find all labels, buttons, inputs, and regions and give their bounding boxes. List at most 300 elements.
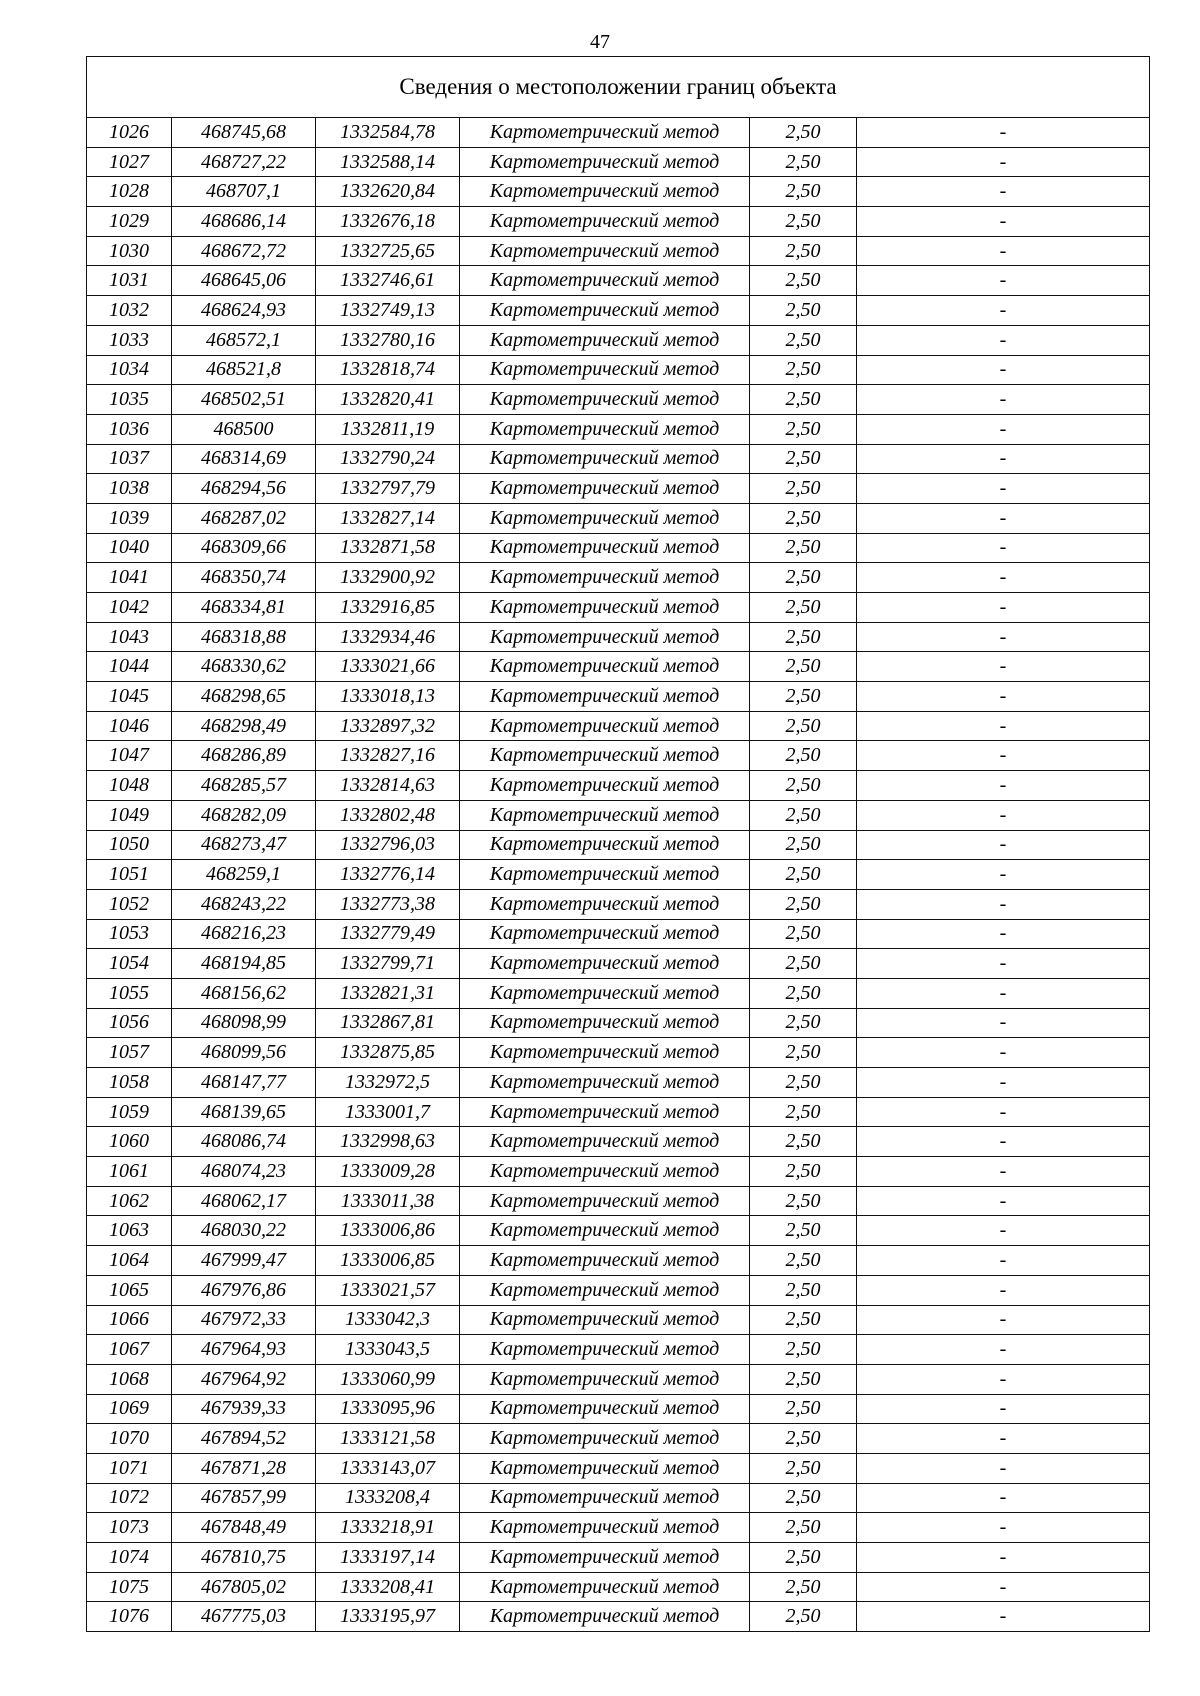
y-coordinate-cell: 1332588,14 <box>316 147 460 177</box>
y-coordinate-cell: 1333143,07 <box>316 1453 460 1483</box>
table-row <box>87 1364 1150 1394</box>
description-cell: - <box>857 1186 1150 1216</box>
point-number-cell: 1028 <box>87 177 172 207</box>
point-number-cell: 1076 <box>87 1602 172 1632</box>
method-cell: Картометрический метод <box>460 800 750 830</box>
method-cell: Картометрический метод <box>460 1424 750 1454</box>
description-cell: - <box>857 682 1150 712</box>
y-coordinate-cell: 1333043,5 <box>316 1335 460 1365</box>
table-row <box>87 385 1150 415</box>
accuracy-cell: 2,50 <box>750 860 857 890</box>
y-coordinate-cell: 1333197,14 <box>316 1543 460 1573</box>
point-number-cell: 1039 <box>87 503 172 533</box>
method-cell: Картометрический метод <box>460 1602 750 1632</box>
x-coordinate-cell: 468707,1 <box>172 177 316 207</box>
point-number-cell: 1058 <box>87 1068 172 1098</box>
method-cell: Картометрический метод <box>460 652 750 682</box>
method-cell: Картометрический метод <box>460 919 750 949</box>
table-row <box>87 118 1150 148</box>
point-number-cell: 1061 <box>87 1157 172 1187</box>
method-cell: Картометрический метод <box>460 1216 750 1246</box>
x-coordinate-cell: 468156,62 <box>172 978 316 1008</box>
description-cell: - <box>857 355 1150 385</box>
description-cell: - <box>857 1008 1150 1038</box>
y-coordinate-cell: 1332972,5 <box>316 1068 460 1098</box>
table-row <box>87 860 1150 890</box>
accuracy-cell: 2,50 <box>750 889 857 919</box>
boundary-coordinates-table <box>86 56 1150 1632</box>
point-number-cell: 1035 <box>87 385 172 415</box>
y-coordinate-cell: 1332746,61 <box>316 266 460 296</box>
point-number-cell: 1049 <box>87 800 172 830</box>
y-coordinate-cell: 1333009,28 <box>316 1157 460 1187</box>
accuracy-cell: 2,50 <box>750 147 857 177</box>
table-row <box>87 830 1150 860</box>
accuracy-cell: 2,50 <box>750 1453 857 1483</box>
description-cell: - <box>857 563 1150 593</box>
x-coordinate-cell: 468572,1 <box>172 325 316 355</box>
x-coordinate-cell: 468745,68 <box>172 118 316 148</box>
table-row <box>87 1127 1150 1157</box>
method-cell: Картометрический метод <box>460 1186 750 1216</box>
table-row <box>87 1394 1150 1424</box>
description-cell: - <box>857 474 1150 504</box>
table-row <box>87 1275 1150 1305</box>
table-row <box>87 533 1150 563</box>
table-row <box>87 325 1150 355</box>
accuracy-cell: 2,50 <box>750 1394 857 1424</box>
x-coordinate-cell: 468350,74 <box>172 563 316 593</box>
table-row <box>87 236 1150 266</box>
description-cell: - <box>857 889 1150 919</box>
accuracy-cell: 2,50 <box>750 1543 857 1573</box>
accuracy-cell: 2,50 <box>750 741 857 771</box>
accuracy-cell: 2,50 <box>750 266 857 296</box>
accuracy-cell: 2,50 <box>750 919 857 949</box>
table-row <box>87 682 1150 712</box>
table-row <box>87 444 1150 474</box>
method-cell: Картометрический метод <box>460 1157 750 1187</box>
y-coordinate-cell: 1333121,58 <box>316 1424 460 1454</box>
table-row <box>87 1602 1150 1632</box>
y-coordinate-cell: 1332827,14 <box>316 503 460 533</box>
y-coordinate-cell: 1333218,91 <box>316 1513 460 1543</box>
table-row <box>87 147 1150 177</box>
method-cell: Картометрический метод <box>460 1305 750 1335</box>
accuracy-cell: 2,50 <box>750 1157 857 1187</box>
x-coordinate-cell: 468502,51 <box>172 385 316 415</box>
description-cell: - <box>857 622 1150 652</box>
description-cell: - <box>857 1572 1150 1602</box>
method-cell: Картометрический метод <box>460 1246 750 1276</box>
y-coordinate-cell: 1333042,3 <box>316 1305 460 1335</box>
method-cell: Картометрический метод <box>460 593 750 623</box>
table-row <box>87 177 1150 207</box>
y-coordinate-cell: 1333006,86 <box>316 1216 460 1246</box>
table-row <box>87 1186 1150 1216</box>
x-coordinate-cell: 467964,93 <box>172 1335 316 1365</box>
description-cell: - <box>857 1127 1150 1157</box>
method-cell: Картометрический метод <box>460 1572 750 1602</box>
y-coordinate-cell: 1333208,41 <box>316 1572 460 1602</box>
x-coordinate-cell: 468216,23 <box>172 919 316 949</box>
y-coordinate-cell: 1332827,16 <box>316 741 460 771</box>
description-cell: - <box>857 266 1150 296</box>
method-cell: Картометрический метод <box>460 385 750 415</box>
point-number-cell: 1040 <box>87 533 172 563</box>
method-cell: Картометрический метод <box>460 949 750 979</box>
point-number-cell: 1033 <box>87 325 172 355</box>
accuracy-cell: 2,50 <box>750 1483 857 1513</box>
point-number-cell: 1044 <box>87 652 172 682</box>
description-cell: - <box>857 444 1150 474</box>
table-row <box>87 1305 1150 1335</box>
accuracy-cell: 2,50 <box>750 563 857 593</box>
method-cell: Картометрический метод <box>460 1275 750 1305</box>
accuracy-cell: 2,50 <box>750 1335 857 1365</box>
y-coordinate-cell: 1332916,85 <box>316 593 460 623</box>
method-cell: Картометрический метод <box>460 1335 750 1365</box>
description-cell: - <box>857 118 1150 148</box>
point-number-cell: 1034 <box>87 355 172 385</box>
point-number-cell: 1038 <box>87 474 172 504</box>
description-cell: - <box>857 1038 1150 1068</box>
description-cell: - <box>857 147 1150 177</box>
description-cell: - <box>857 1335 1150 1365</box>
method-cell: Картометрический метод <box>460 296 750 326</box>
table-row <box>87 1335 1150 1365</box>
accuracy-cell: 2,50 <box>750 1572 857 1602</box>
description-cell: - <box>857 325 1150 355</box>
method-cell: Картометрический метод <box>460 1483 750 1513</box>
description-cell: - <box>857 1216 1150 1246</box>
description-cell: - <box>857 1246 1150 1276</box>
accuracy-cell: 2,50 <box>750 325 857 355</box>
method-cell: Картометрический метод <box>460 474 750 504</box>
point-number-cell: 1036 <box>87 414 172 444</box>
point-number-cell: 1032 <box>87 296 172 326</box>
accuracy-cell: 2,50 <box>750 1602 857 1632</box>
description-cell: - <box>857 414 1150 444</box>
x-coordinate-cell: 468098,99 <box>172 1008 316 1038</box>
table-row <box>87 296 1150 326</box>
point-number-cell: 1060 <box>87 1127 172 1157</box>
table-row <box>87 1216 1150 1246</box>
table-row <box>87 1038 1150 1068</box>
description-cell: - <box>857 533 1150 563</box>
y-coordinate-cell: 1332814,63 <box>316 771 460 801</box>
point-number-cell: 1062 <box>87 1186 172 1216</box>
y-coordinate-cell: 1332818,74 <box>316 355 460 385</box>
y-coordinate-cell: 1332897,32 <box>316 711 460 741</box>
description-cell: - <box>857 711 1150 741</box>
x-coordinate-cell: 468318,88 <box>172 622 316 652</box>
x-coordinate-cell: 468298,65 <box>172 682 316 712</box>
point-number-cell: 1064 <box>87 1246 172 1276</box>
point-number-cell: 1072 <box>87 1483 172 1513</box>
y-coordinate-cell: 1332900,92 <box>316 563 460 593</box>
method-cell: Картометрический метод <box>460 207 750 237</box>
y-coordinate-cell: 1333001,7 <box>316 1097 460 1127</box>
table-row <box>87 771 1150 801</box>
accuracy-cell: 2,50 <box>750 593 857 623</box>
table-row <box>87 741 1150 771</box>
point-number-cell: 1026 <box>87 118 172 148</box>
point-number-cell: 1075 <box>87 1572 172 1602</box>
description-cell: - <box>857 207 1150 237</box>
method-cell: Картометрический метод <box>460 1543 750 1573</box>
x-coordinate-cell: 468309,66 <box>172 533 316 563</box>
table-row <box>87 1068 1150 1098</box>
accuracy-cell: 2,50 <box>750 355 857 385</box>
x-coordinate-cell: 468286,89 <box>172 741 316 771</box>
method-cell: Картометрический метод <box>460 355 750 385</box>
accuracy-cell: 2,50 <box>750 652 857 682</box>
description-cell: - <box>857 236 1150 266</box>
table-row <box>87 414 1150 444</box>
method-cell: Картометрический метод <box>460 622 750 652</box>
x-coordinate-cell: 467810,75 <box>172 1543 316 1573</box>
description-cell: - <box>857 1275 1150 1305</box>
point-number-cell: 1065 <box>87 1275 172 1305</box>
point-number-cell: 1053 <box>87 919 172 949</box>
point-number-cell: 1037 <box>87 444 172 474</box>
table-row <box>87 1424 1150 1454</box>
table-row <box>87 355 1150 385</box>
method-cell: Картометрический метод <box>460 830 750 860</box>
accuracy-cell: 2,50 <box>750 1275 857 1305</box>
point-number-cell: 1071 <box>87 1453 172 1483</box>
method-cell: Картометрический метод <box>460 236 750 266</box>
accuracy-cell: 2,50 <box>750 1513 857 1543</box>
method-cell: Картометрический метод <box>460 1008 750 1038</box>
x-coordinate-cell: 468294,56 <box>172 474 316 504</box>
y-coordinate-cell: 1332796,03 <box>316 830 460 860</box>
accuracy-cell: 2,50 <box>750 1038 857 1068</box>
accuracy-cell: 2,50 <box>750 711 857 741</box>
table-row <box>87 1513 1150 1543</box>
method-cell: Картометрический метод <box>460 147 750 177</box>
accuracy-cell: 2,50 <box>750 1246 857 1276</box>
x-coordinate-cell: 467964,92 <box>172 1364 316 1394</box>
x-coordinate-cell: 468074,23 <box>172 1157 316 1187</box>
point-number-cell: 1066 <box>87 1305 172 1335</box>
accuracy-cell: 2,50 <box>750 1216 857 1246</box>
method-cell: Картометрический метод <box>460 771 750 801</box>
point-number-cell: 1050 <box>87 830 172 860</box>
description-cell: - <box>857 830 1150 860</box>
y-coordinate-cell: 1333006,85 <box>316 1246 460 1276</box>
point-number-cell: 1056 <box>87 1008 172 1038</box>
x-coordinate-cell: 468314,69 <box>172 444 316 474</box>
point-number-cell: 1043 <box>87 622 172 652</box>
x-coordinate-cell: 468686,14 <box>172 207 316 237</box>
method-cell: Картометрический метод <box>460 503 750 533</box>
table-row <box>87 978 1150 1008</box>
point-number-cell: 1042 <box>87 593 172 623</box>
x-coordinate-cell: 467805,02 <box>172 1572 316 1602</box>
table-row <box>87 1097 1150 1127</box>
description-cell: - <box>857 741 1150 771</box>
description-cell: - <box>857 1453 1150 1483</box>
accuracy-cell: 2,50 <box>750 830 857 860</box>
x-coordinate-cell: 467871,28 <box>172 1453 316 1483</box>
y-coordinate-cell: 1332776,14 <box>316 860 460 890</box>
accuracy-cell: 2,50 <box>750 385 857 415</box>
x-coordinate-cell: 467939,33 <box>172 1394 316 1424</box>
description-cell: - <box>857 978 1150 1008</box>
accuracy-cell: 2,50 <box>750 1127 857 1157</box>
accuracy-cell: 2,50 <box>750 1068 857 1098</box>
accuracy-cell: 2,50 <box>750 533 857 563</box>
x-coordinate-cell: 467976,86 <box>172 1275 316 1305</box>
description-cell: - <box>857 919 1150 949</box>
method-cell: Картометрический метод <box>460 889 750 919</box>
point-number-cell: 1063 <box>87 1216 172 1246</box>
x-coordinate-cell: 468285,57 <box>172 771 316 801</box>
point-number-cell: 1048 <box>87 771 172 801</box>
point-number-cell: 1046 <box>87 711 172 741</box>
x-coordinate-cell: 468521,8 <box>172 355 316 385</box>
table-row <box>87 800 1150 830</box>
y-coordinate-cell: 1332998,63 <box>316 1127 460 1157</box>
page-number: 47 <box>590 31 610 53</box>
y-coordinate-cell: 1333021,66 <box>316 652 460 682</box>
method-cell: Картометрический метод <box>460 978 750 1008</box>
y-coordinate-cell: 1332875,85 <box>316 1038 460 1068</box>
method-cell: Картометрический метод <box>460 682 750 712</box>
table-row <box>87 503 1150 533</box>
y-coordinate-cell: 1332779,49 <box>316 919 460 949</box>
point-number-cell: 1074 <box>87 1543 172 1573</box>
y-coordinate-cell: 1332620,84 <box>316 177 460 207</box>
point-number-cell: 1030 <box>87 236 172 266</box>
table-row <box>87 622 1150 652</box>
table-row <box>87 593 1150 623</box>
y-coordinate-cell: 1332802,48 <box>316 800 460 830</box>
description-cell: - <box>857 593 1150 623</box>
x-coordinate-cell: 468139,65 <box>172 1097 316 1127</box>
x-coordinate-cell: 468194,85 <box>172 949 316 979</box>
y-coordinate-cell: 1332584,78 <box>316 118 460 148</box>
table-row <box>87 949 1150 979</box>
description-cell: - <box>857 1424 1150 1454</box>
method-cell: Картометрический метод <box>460 177 750 207</box>
accuracy-cell: 2,50 <box>750 771 857 801</box>
method-cell: Картометрический метод <box>460 414 750 444</box>
accuracy-cell: 2,50 <box>750 444 857 474</box>
y-coordinate-cell: 1333195,97 <box>316 1602 460 1632</box>
x-coordinate-cell: 468062,17 <box>172 1186 316 1216</box>
table-row <box>87 1157 1150 1187</box>
description-cell: - <box>857 1068 1150 1098</box>
x-coordinate-cell: 468243,22 <box>172 889 316 919</box>
accuracy-cell: 2,50 <box>750 1305 857 1335</box>
x-coordinate-cell: 468330,62 <box>172 652 316 682</box>
y-coordinate-cell: 1333021,57 <box>316 1275 460 1305</box>
description-cell: - <box>857 652 1150 682</box>
table-row <box>87 1543 1150 1573</box>
x-coordinate-cell: 467775,03 <box>172 1602 316 1632</box>
accuracy-cell: 2,50 <box>750 177 857 207</box>
table-row <box>87 652 1150 682</box>
x-coordinate-cell: 468645,06 <box>172 266 316 296</box>
method-cell: Картометрический метод <box>460 711 750 741</box>
method-cell: Картометрический метод <box>460 1453 750 1483</box>
accuracy-cell: 2,50 <box>750 414 857 444</box>
y-coordinate-cell: 1332871,58 <box>316 533 460 563</box>
point-number-cell: 1055 <box>87 978 172 1008</box>
x-coordinate-cell: 468273,47 <box>172 830 316 860</box>
table-row <box>87 889 1150 919</box>
point-number-cell: 1070 <box>87 1424 172 1454</box>
description-cell: - <box>857 1483 1150 1513</box>
x-coordinate-cell: 468086,74 <box>172 1127 316 1157</box>
method-cell: Картометрический метод <box>460 1038 750 1068</box>
table-row <box>87 711 1150 741</box>
y-coordinate-cell: 1332790,24 <box>316 444 460 474</box>
accuracy-cell: 2,50 <box>750 622 857 652</box>
x-coordinate-cell: 468099,56 <box>172 1038 316 1068</box>
accuracy-cell: 2,50 <box>750 1186 857 1216</box>
description-cell: - <box>857 1364 1150 1394</box>
description-cell: - <box>857 860 1150 890</box>
method-cell: Картометрический метод <box>460 1127 750 1157</box>
description-cell: - <box>857 771 1150 801</box>
table-row <box>87 1572 1150 1602</box>
method-cell: Картометрический метод <box>460 563 750 593</box>
point-number-cell: 1059 <box>87 1097 172 1127</box>
x-coordinate-cell: 468282,09 <box>172 800 316 830</box>
y-coordinate-cell: 1332676,18 <box>316 207 460 237</box>
y-coordinate-cell: 1333060,99 <box>316 1364 460 1394</box>
y-coordinate-cell: 1333011,38 <box>316 1186 460 1216</box>
accuracy-cell: 2,50 <box>750 296 857 326</box>
method-cell: Картометрический метод <box>460 533 750 563</box>
description-cell: - <box>857 177 1150 207</box>
y-coordinate-cell: 1332811,19 <box>316 414 460 444</box>
y-coordinate-cell: 1332821,31 <box>316 978 460 1008</box>
point-number-cell: 1052 <box>87 889 172 919</box>
y-coordinate-cell: 1332780,16 <box>316 325 460 355</box>
table-row <box>87 207 1150 237</box>
description-cell: - <box>857 1157 1150 1187</box>
x-coordinate-cell: 468147,77 <box>172 1068 316 1098</box>
method-cell: Картометрический метод <box>460 266 750 296</box>
method-cell: Картометрический метод <box>460 741 750 771</box>
x-coordinate-cell: 467972,33 <box>172 1305 316 1335</box>
y-coordinate-cell: 1332725,65 <box>316 236 460 266</box>
method-cell: Картометрический метод <box>460 860 750 890</box>
point-number-cell: 1054 <box>87 949 172 979</box>
accuracy-cell: 2,50 <box>750 503 857 533</box>
table-row <box>87 1008 1150 1038</box>
description-cell: - <box>857 949 1150 979</box>
description-cell: - <box>857 1394 1150 1424</box>
method-cell: Картометрический метод <box>460 1068 750 1098</box>
accuracy-cell: 2,50 <box>750 800 857 830</box>
x-coordinate-cell: 468624,93 <box>172 296 316 326</box>
y-coordinate-cell: 1332867,81 <box>316 1008 460 1038</box>
x-coordinate-cell: 468030,22 <box>172 1216 316 1246</box>
x-coordinate-cell: 467857,99 <box>172 1483 316 1513</box>
method-cell: Картометрический метод <box>460 1394 750 1424</box>
description-cell: - <box>857 800 1150 830</box>
description-cell: - <box>857 1543 1150 1573</box>
description-cell: - <box>857 296 1150 326</box>
y-coordinate-cell: 1332749,13 <box>316 296 460 326</box>
point-number-cell: 1029 <box>87 207 172 237</box>
